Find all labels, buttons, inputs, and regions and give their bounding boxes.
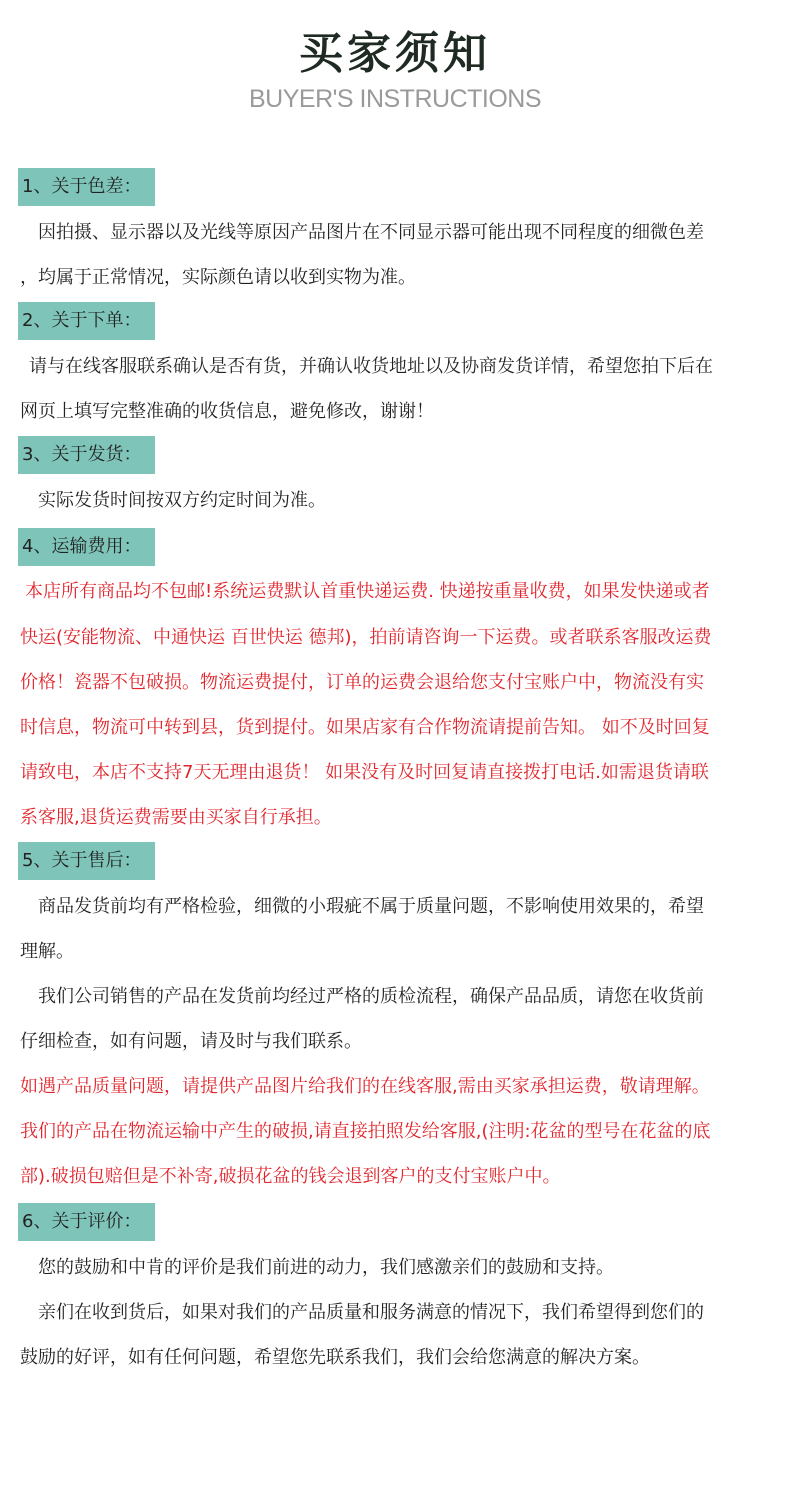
after-sales-notice-line: 如遇产品质量问题，请提供产品图片给我们的在线客服,需由买家承担运费，敬请理解。: [20, 1076, 710, 1097]
shipping-fee-text-line: 本店所有商品均不包邮!系统运费默认首重快递运费. 快递按重量收费，如果发快递或者: [25, 581, 710, 602]
section-text-line: 因拍摄、显示器以及光线等原因产品图片在不同显示器可能出现不同程度的细微色差: [38, 222, 704, 243]
section-heading-reviews: 6、关于评价：: [18, 1203, 155, 1241]
section-text-line: 鼓励的好评，如有任何问题，希望您先联系我们，我们会给您满意的解决方案。: [20, 1347, 650, 1368]
section-heading-shipping: 3、关于发货：: [18, 436, 155, 474]
section-text-line: 网页上填写完整准确的收货信息，避免修改，谢谢！: [20, 401, 434, 422]
after-sales-notice-line: 我们的产品在物流运输中产生的破损,请直接拍照发给客服,(注明:花盆的型号在花盆的底: [20, 1121, 711, 1142]
section-text-line: 请与在线客服联系确认是否有货，并确认收货地址以及协商发货详情，希望您拍下后在: [29, 356, 713, 377]
section-text-line: 实际发货时间按双方约定时间为准。: [38, 490, 326, 511]
section-text-line: 商品发货前均有严格检验，细微的小瑕疵不属于质量问题，不影响使用效果的，希望: [38, 896, 704, 917]
section-heading-after-sales: 5、关于售后：: [18, 842, 155, 880]
section-heading-ordering: 2、关于下单：: [18, 302, 155, 340]
shipping-fee-text-line: 价格！瓷器不包破损。物流运费提付，订单的运费会退给您支付宝账户中，物流没有实: [20, 672, 704, 693]
section-text-line: 理解。: [20, 941, 74, 962]
shipping-fee-text-line: 系客服,退货运费需要由买家自行承担。: [20, 807, 332, 828]
section-heading-color-difference: 1、关于色差：: [18, 168, 155, 206]
shipping-fee-text-line: 时信息，物流可中转到县，货到提付。如果店家有合作物流请提前告知。 如不及时回复: [20, 717, 710, 738]
section-text-line: ，均属于正常情况，实际颜色请以收到实物为准。: [20, 267, 416, 288]
shipping-fee-text-line: 快运(安能物流、中通快运 百世快运 德邦)，拍前请咨询一下运费。或者联系客服改运费: [20, 627, 712, 648]
page-title: 买家须知: [299, 28, 491, 79]
section-heading-shipping-fees: 4、运输费用：: [18, 528, 155, 566]
page-subtitle: BUYER'S INSTRUCTIONS: [248, 85, 542, 113]
section-text-line: 我们公司销售的产品在发货前均经过严格的质检流程，确保产品品质，请您在收货前: [38, 986, 704, 1007]
section-text-line: 仔细检查，如有问题，请及时与我们联系。: [20, 1031, 362, 1052]
section-text-line: 亲们在收到货后，如果对我们的产品质量和服务满意的情况下，我们希望得到您们的: [38, 1302, 704, 1323]
after-sales-notice-line: 部).破损包赔但是不补寄,破损花盆的钱会退到客户的支付宝账户中。: [20, 1166, 561, 1187]
shipping-fee-text-line: 请致电，本店不支持7天无理由退货！ 如果没有及时回复请直接拨打电话.如需退货请联: [20, 762, 709, 783]
section-text-line: 您的鼓励和中肯的评价是我们前进的动力，我们感激亲们的鼓励和支持。: [38, 1257, 614, 1278]
